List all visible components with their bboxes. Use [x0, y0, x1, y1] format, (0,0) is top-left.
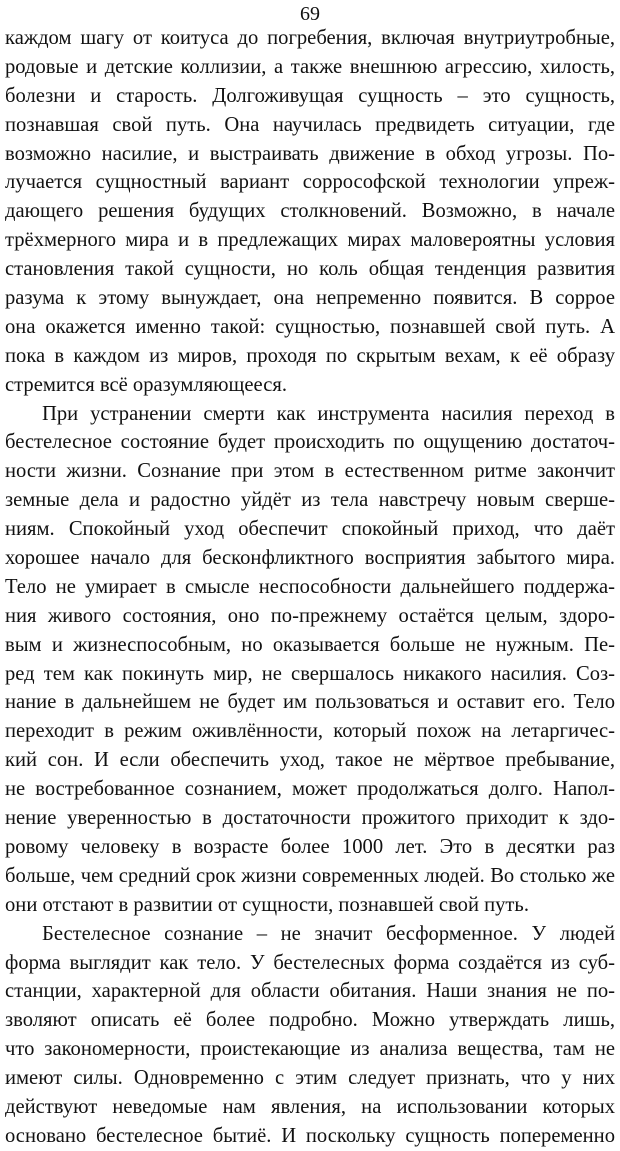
paragraph: [5, 24, 615, 400]
text-line: ред тем как покинуть мир, не свершалось никакого насилия. Соз-: [5, 662, 615, 685]
text-line: форма выглядит как тело. У бестелесных форма создаётся из суб-: [5, 951, 615, 974]
text-line: трёхмерного мира и в предлежащих мирах маловероятны условия: [5, 229, 615, 252]
text-line: кий сон. И если обеспечить уход, такое не мёртвое пребывание,: [5, 749, 615, 772]
text-line: они отстают в развитии от сущности, познавшей свой путь.: [5, 893, 529, 916]
text-line: ниям. Спокойный уход обеспечит спокойный приход, что даёт: [5, 518, 615, 541]
text-line: пока в каждом из миров, проходя по скрытым вехам, к её образу: [5, 344, 615, 367]
text-line: не востребованное сознанием, может продолжаться долго. Напол-: [5, 778, 615, 801]
text-line: больше, чем средний срок жизни современных людей. Во столько же: [5, 864, 615, 887]
text-line: стремится всё оразумляющееся.: [5, 373, 287, 396]
paragraph: [5, 920, 615, 1151]
text-line: зволяют описать её более подробно. Можно утверждать лишь,: [5, 1009, 615, 1032]
text-line: Бестелесное сознание – не значит бесформенное. У людей: [42, 922, 615, 945]
text-line: нение уверенностью в достаточности прожитого приходит к здо-: [5, 807, 615, 830]
text-line: Тело не умирает в смысле неспособности дальнейшего поддержа-: [5, 575, 615, 598]
text-line: становления такой сущности, но коль общая тенденция развития: [5, 258, 615, 281]
text-line: каждом шагу от коитуса до погребения, включая внутриутробные,: [5, 27, 615, 49]
text-line: нание в дальнейшем не будет им пользоваться и оставит его. Тело: [5, 691, 615, 714]
text-line: земные дела и радостно уйдёт из тела навстречу новым сверше-: [5, 489, 615, 512]
body-text: [5, 24, 615, 1151]
text-line: болезни и старость. Долгоживущая сущность – это сущность,: [5, 84, 615, 107]
text-line: что закономерности, проистекающие из анализа вещества, там не: [5, 1038, 615, 1061]
text-line: бестелесное состояние будет происходить по ощущению достаточ-: [5, 431, 615, 454]
text-line: вым и жизнеспособным, но оказывается больше не нужным. Пе-: [5, 633, 615, 656]
text-line: познавшая свой путь. Она научилась предвидеть ситуации, где: [5, 113, 615, 136]
text-line: станции, характерной для области обитания. Наши знания не по-: [5, 980, 615, 1003]
text-line: разума к этому вынуждает, она непременно появится. В соррое: [5, 287, 615, 310]
text-line: дающего решения будущих столкновений. Возможно, в начале: [5, 200, 615, 223]
text-line: ности жизни. Сознание при этом в естественном ритме закончит: [5, 460, 615, 483]
text-line: родовые и детские коллизии, а также внешнюю агрессию, хилость,: [5, 55, 615, 78]
text-line: ния живого состояния, оно по-прежнему остаётся целым, здоро-: [5, 604, 615, 627]
text-line: ровому человеку в возрасте более 1000 лет. Это в десятки раз: [5, 835, 615, 858]
text-line: хорошее начало для бесконфликтного восприятия забытого мира.: [5, 547, 615, 570]
text-line: она окажется именно такой: сущностью, познавшей свой путь. А: [5, 315, 615, 338]
text-line: лучается сущностный вариант соррософской технологии упреж-: [5, 171, 615, 194]
text-line: При устранении смерти как инструмента насилия переход в: [42, 402, 615, 425]
text-line: действуют неведомые нам явления, на использовании которых: [5, 1095, 615, 1118]
text-line: возможно насилие, и выстраивать движение в обход угрозы. По-: [5, 142, 615, 165]
paragraph: [5, 400, 615, 920]
page-number: 69: [300, 3, 320, 25]
text-line: основано бестелесное бытиё. И поскольку сущность попеременно: [5, 1124, 615, 1147]
text-line: переходит в режим оживлённости, который похож на летаргичес-: [5, 720, 615, 743]
text-line: имеют силы. Одновременно с этим следует признать, что у них: [5, 1067, 615, 1090]
